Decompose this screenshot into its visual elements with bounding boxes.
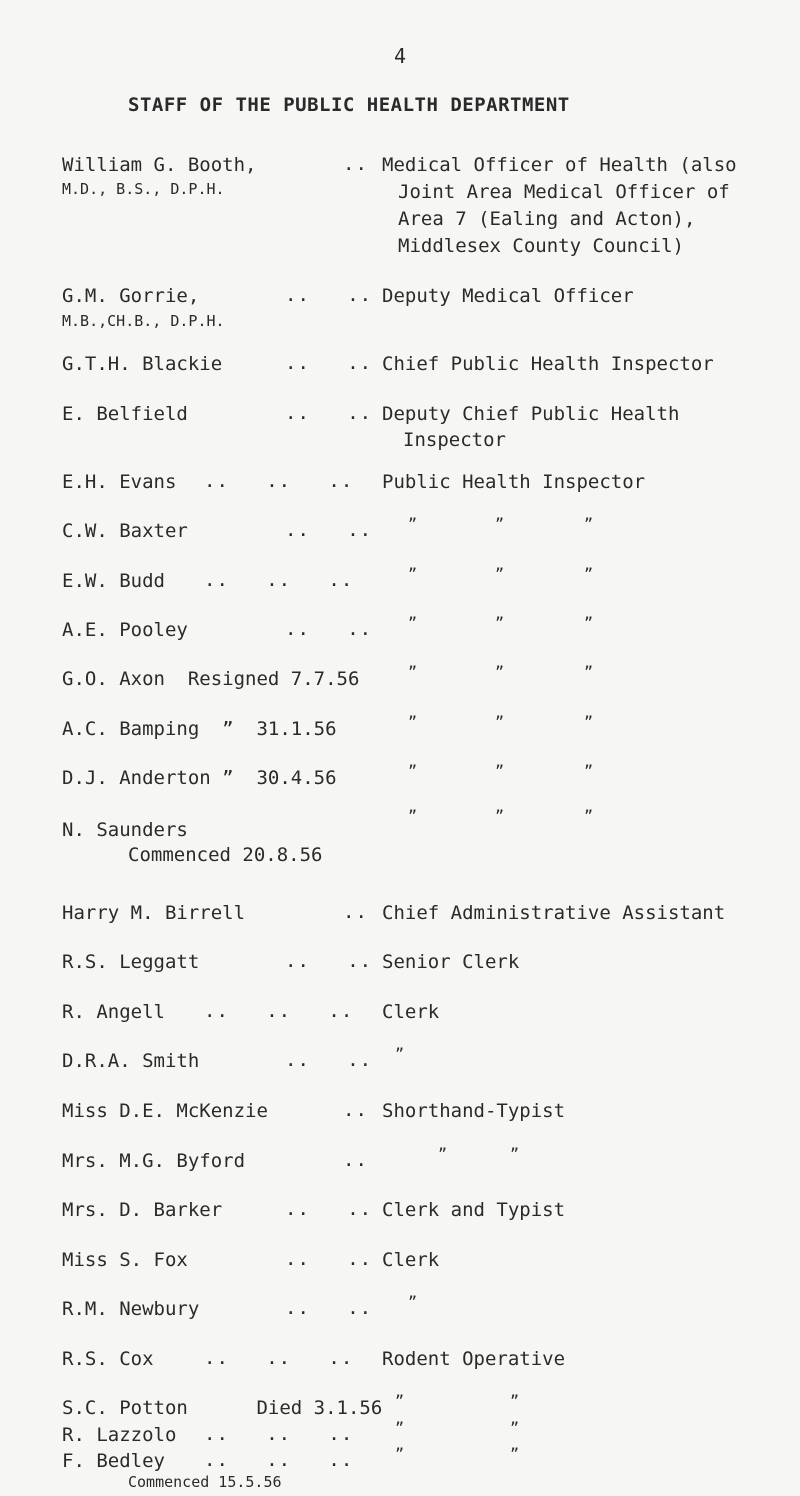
leader-dots: .. .. — [285, 519, 373, 541]
ditto-mark: ” — [408, 614, 418, 632]
staff-role: Middlesex County Council) — [398, 235, 684, 257]
ditto-mark: ” — [495, 515, 505, 533]
staff-name: William G. Booth, — [62, 154, 257, 176]
staff-name: R. Lazzolo — [62, 1424, 177, 1446]
leader-dots: .. .. .. — [204, 1000, 354, 1022]
staff-name: R.S. Cox — [62, 1348, 154, 1370]
leader-dots: .. .. — [285, 1049, 373, 1071]
ditto-mark: ” — [395, 1419, 405, 1437]
leader-dots: .. .. .. — [204, 1449, 354, 1471]
ditto-mark: ” — [395, 1392, 405, 1410]
staff-name: R.M. Newbury — [62, 1298, 200, 1320]
ditto-mark: ” — [408, 515, 418, 533]
staff-name: R. Angell — [62, 1001, 165, 1023]
staff-name: A.E. Pooley — [62, 619, 188, 641]
ditto-mark: ” — [408, 663, 418, 681]
staff-note: Commenced 15.5.56 — [128, 1473, 282, 1491]
staff-name: F. Bedley — [62, 1450, 165, 1472]
ditto-mark: ” — [408, 1293, 418, 1311]
staff-name: Mrs. D. Barker — [62, 1199, 223, 1221]
leader-dots: .. — [343, 1099, 368, 1121]
staff-name: R.S. Leggatt — [62, 951, 200, 973]
ditto-mark: ” — [408, 713, 418, 731]
staff-name: A.C. Bamping ” 31.1.56 — [62, 718, 337, 740]
ditto-mark: ” — [510, 1445, 520, 1463]
leader-dots: .. .. .. — [204, 470, 354, 492]
ditto-mark: ” — [408, 762, 418, 780]
ditto-mark: ” — [408, 565, 418, 583]
leader-dots: .. .. — [285, 402, 373, 424]
staff-role: Senior Clerk — [382, 951, 520, 973]
staff-role: Medical Officer of Health (also — [382, 154, 737, 176]
ditto-mark: ” — [495, 663, 505, 681]
ditto-mark: ” — [584, 565, 594, 583]
staff-role: Clerk — [382, 1249, 440, 1271]
staff-name: D.R.A. Smith — [62, 1050, 200, 1072]
leader-dots: .. .. .. — [204, 1423, 354, 1445]
ditto-mark: ” — [584, 515, 594, 533]
staff-name: N. Saunders — [62, 819, 188, 841]
ditto-mark: ” — [584, 762, 594, 780]
ditto-mark: ” — [510, 1145, 520, 1163]
staff-role: Chief Public Health Inspector — [382, 353, 714, 375]
leader-dots: .. .. — [285, 352, 373, 374]
staff-role: Deputy Chief Public Health — [382, 403, 680, 425]
staff-role: Clerk — [382, 1001, 440, 1023]
staff-name: S.C. Potton Died 3.1.56 — [62, 1397, 383, 1419]
staff-name: Miss D.E. McKenzie — [62, 1100, 268, 1122]
ditto-mark: ” — [395, 1445, 405, 1463]
staff-name: G.O. Axon Resigned 7.7.56 — [62, 668, 360, 690]
staff-role: Clerk and Typist — [382, 1199, 566, 1221]
staff-name: G.M. Gorrie, — [62, 285, 200, 307]
page-title: STAFF OF THE PUBLIC HEALTH DEPARTMENT — [128, 94, 570, 116]
staff-role: Shorthand-Typist — [382, 1100, 566, 1122]
staff-role: Area 7 (Ealing and Acton), — [398, 208, 696, 230]
staff-role: Deputy Medical Officer — [382, 285, 634, 307]
ditto-mark: ” — [495, 762, 505, 780]
staff-name: E.W. Budd — [62, 570, 165, 592]
ditto-mark: ” — [495, 565, 505, 583]
staff-name: E.H. Evans — [62, 471, 177, 493]
leader-dots: .. .. — [285, 1198, 373, 1220]
staff-name: G.T.H. Blackie — [62, 353, 223, 375]
staff-name: Mrs. M.G. Byford — [62, 1150, 246, 1172]
staff-name: Harry M. Birrell — [62, 902, 246, 924]
leader-dots: .. — [343, 1149, 368, 1171]
ditto-mark: ” — [510, 1419, 520, 1437]
ditto-mark: ” — [584, 614, 594, 632]
staff-name: Miss S. Fox — [62, 1249, 188, 1271]
staff-role: Joint Area Medical Officer of — [398, 181, 730, 203]
staff-name: D.J. Anderton ” 30.4.56 — [62, 767, 337, 789]
staff-qualifications: M.B.,CH.B., D.P.H. — [62, 312, 225, 330]
leader-dots: .. .. — [285, 1297, 373, 1319]
page-number: 4 — [393, 44, 407, 68]
staff-role: Chief Administrative Assistant — [382, 902, 726, 924]
ditto-mark: ” — [408, 807, 418, 825]
ditto-mark: ” — [584, 663, 594, 681]
ditto-mark: ” — [395, 1045, 405, 1063]
staff-role: Inspector — [403, 429, 506, 451]
leader-dots: .. .. — [285, 1248, 373, 1270]
ditto-mark: ” — [495, 614, 505, 632]
leader-dots: .. — [343, 901, 368, 923]
leader-dots: .. .. — [285, 618, 373, 640]
ditto-mark: ” — [438, 1145, 448, 1163]
ditto-mark: ” — [584, 713, 594, 731]
leader-dots: .. .. — [285, 284, 373, 306]
leader-dots: .. — [343, 153, 368, 175]
staff-name: E. Belfield — [62, 403, 188, 425]
leader-dots: .. .. .. — [204, 569, 354, 591]
staff-note: Commenced 20.8.56 — [128, 844, 323, 866]
ditto-mark: ” — [584, 807, 594, 825]
ditto-mark: ” — [495, 807, 505, 825]
staff-qualifications: M.D., B.S., D.P.H. — [62, 180, 225, 198]
ditto-mark: ” — [510, 1392, 520, 1410]
leader-dots: .. .. .. — [204, 1347, 354, 1369]
staff-role: Rodent Operative — [382, 1348, 566, 1370]
ditto-mark: ” — [495, 713, 505, 731]
staff-name: C.W. Baxter — [62, 520, 188, 542]
leader-dots: .. .. — [285, 950, 373, 972]
staff-role: Public Health Inspector — [382, 471, 646, 493]
